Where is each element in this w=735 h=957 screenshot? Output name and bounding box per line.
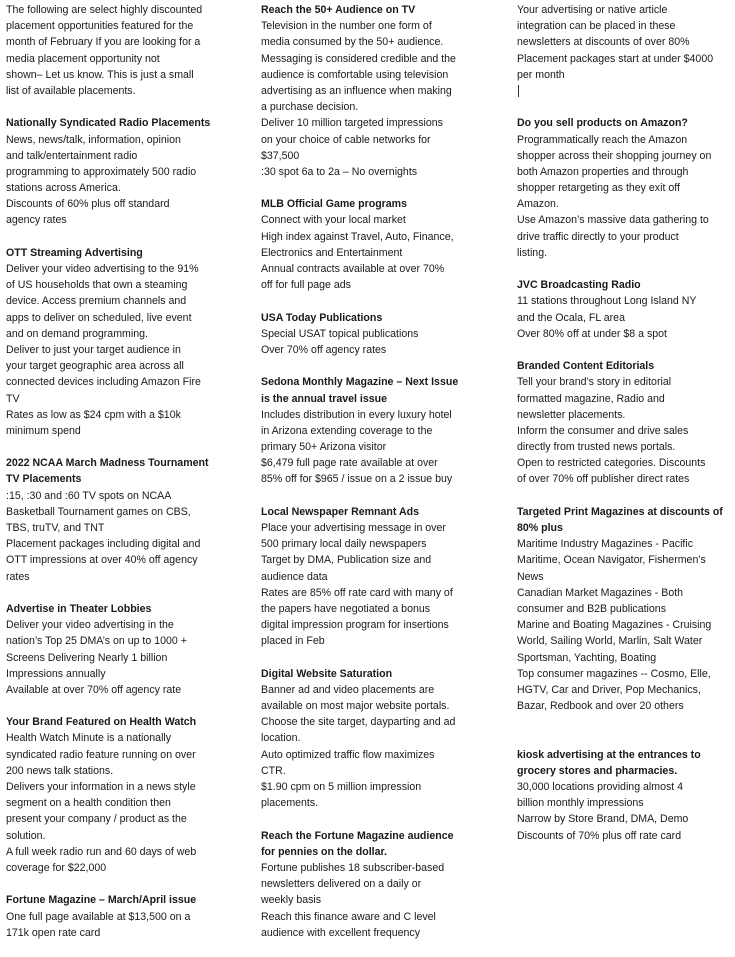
text-line: High index against Travel, Auto, Finance, xyxy=(261,230,454,243)
section-heading xyxy=(261,196,495,212)
heading-line: Reach the 50+ Audience on TV xyxy=(261,4,416,16)
text-line: 200 news talk stations. xyxy=(6,764,114,777)
section-heading xyxy=(517,115,731,131)
text-line: listing. xyxy=(517,246,548,259)
text-line: and talk/entertainment radio xyxy=(6,149,138,162)
text-line: device. Access premium channels and xyxy=(6,295,187,308)
text-line: of US households that own a steaming xyxy=(6,279,188,292)
text-line: your target geographic area across all xyxy=(6,360,184,373)
text-line: $37,500 xyxy=(261,149,300,162)
text-line: 500 primary local daily newspapers xyxy=(261,538,427,551)
text-line: of over 70% off publisher direct rates xyxy=(517,473,690,486)
text-line: Inform the consumer and drive sales xyxy=(517,424,689,437)
section-heading xyxy=(261,310,495,326)
section-paragraph xyxy=(6,261,238,439)
section-paragraph xyxy=(517,132,731,262)
text-line: Includes distribution in every luxury hotel xyxy=(261,408,452,421)
section-heading xyxy=(517,277,731,293)
section-paragraph xyxy=(6,2,238,99)
text-line: Delivers your information in a news style xyxy=(6,781,196,793)
section-paragraph xyxy=(261,860,495,941)
section-paragraph xyxy=(517,293,731,342)
text-line: Messaging is considered credible and the xyxy=(261,52,456,65)
heading-line: Targeted Print Magazines at discounts of xyxy=(517,505,723,518)
text-line: minimum spend xyxy=(6,424,81,437)
heading-line: Sedona Monthly Magazine – Next Issue xyxy=(261,376,459,389)
heading-line: JVC Broadcasting Radio xyxy=(517,279,641,292)
text-line: Programmatically reach the Amazon xyxy=(517,133,688,146)
text-line: Deliver your video advertising in the xyxy=(6,619,174,632)
text-line: Narrow by Store Brand, DMA, Demo xyxy=(517,813,689,826)
text-line: News, news/talk, information, opinion xyxy=(6,133,181,146)
heading-line: for pennies on the dollar. xyxy=(261,845,387,858)
text-line: month of February If you are looking for a xyxy=(6,36,201,49)
text-line: Electronics and Entertainment xyxy=(261,246,403,259)
text-line: Maritime Industry Magazines - Pacific xyxy=(517,538,694,551)
section-heading xyxy=(261,2,495,18)
heading-line: Local Newspaper Remnant Ads xyxy=(261,505,419,518)
heading-line: grocery stores and pharmacies. xyxy=(517,764,678,777)
text-line: audience data xyxy=(261,570,328,583)
text-line: CTR. xyxy=(261,764,286,777)
text-line: Fortune publishes 18 subscriber-based xyxy=(261,861,445,874)
heading-line: Reach the Fortune Magazine audience xyxy=(261,829,454,842)
paragraph-spacer xyxy=(261,488,495,504)
text-line: and the Ocala, FL area xyxy=(517,311,625,324)
section-heading xyxy=(6,601,238,617)
heading-line: Your Brand Featured on Health Watch xyxy=(6,716,197,729)
text-line: Placement packages start at under $4000 xyxy=(517,52,714,65)
text-line: media consumed by the 50+ audience. xyxy=(261,36,444,49)
text-line: primary 50+ Arizona visitor xyxy=(261,441,387,454)
text-line: 30,000 locations providing almost 4 xyxy=(517,781,684,793)
section-heading xyxy=(517,504,731,536)
text-line: apps to deliver on scheduled, live event xyxy=(6,311,192,324)
text-line: the papers have negotiated a bonus xyxy=(261,602,431,615)
section-paragraph xyxy=(6,488,238,585)
text-line: present your company / product as the xyxy=(6,813,187,826)
heading-line: Branded Content Editorials xyxy=(517,360,655,373)
text-line: off for full page ads xyxy=(261,279,351,292)
text-line: programming to approximately 500 radio xyxy=(6,165,197,178)
text-line: drive traffic directly to your product xyxy=(517,230,679,243)
heading-line: Do you sell products on Amazon? xyxy=(517,117,688,130)
text-line: stations across America. xyxy=(6,182,121,195)
paragraph-spacer xyxy=(517,261,731,277)
text-line: coverage for $22,000 xyxy=(6,861,107,874)
text-line: One full page available at $13,500 on a xyxy=(6,910,191,923)
text-line: newsletters delivered on a daily or xyxy=(261,878,422,891)
text-line: Open to restricted categories. Discounts xyxy=(517,457,706,470)
text-line: media placement opportunity not xyxy=(6,52,160,65)
text-line: Marine and Boating Magazines - Cruising xyxy=(517,619,712,632)
heading-line: is the annual travel issue xyxy=(261,392,387,405)
section-heading xyxy=(6,892,238,908)
text-line: $1.90 cpm on 5 million impression xyxy=(261,781,422,793)
text-line: Place your advertising message in over xyxy=(261,522,446,534)
text-line: Annual contracts available at over 70% xyxy=(261,263,445,275)
text-line: digital impression program for insertions xyxy=(261,619,449,632)
text-line: Rates as low as $24 cpm with a $10k xyxy=(6,408,181,421)
text-line: both Amazon properties and through xyxy=(517,165,689,178)
text-line: solution. xyxy=(6,829,46,842)
text-line: News xyxy=(517,570,544,583)
text-line: :15, :30 and :60 TV spots on NCAA xyxy=(6,489,172,502)
text-line: Television in the number one form of xyxy=(261,20,432,33)
text-line: rates xyxy=(6,570,30,583)
paragraph-spacer xyxy=(6,229,238,245)
section-heading xyxy=(517,358,731,374)
paragraph-spacer xyxy=(6,439,238,455)
text-line: World, Sailing World, Marlin, Salt Water xyxy=(517,635,703,648)
section-heading xyxy=(6,115,238,131)
text-line: HGTV, Car and Driver, Pop Mechanics, xyxy=(517,683,701,696)
text-line: newsletters at discounts of over 80% xyxy=(517,36,690,49)
section-heading xyxy=(261,828,495,860)
text-line: connected devices including Amazon Fire xyxy=(6,376,201,389)
section-heading xyxy=(261,374,495,406)
section-paragraph xyxy=(261,212,495,293)
paragraph-spacer xyxy=(261,180,495,196)
paragraph-spacer xyxy=(261,358,495,374)
section-paragraph xyxy=(517,374,731,487)
text-line: TV xyxy=(6,392,20,405)
text-line: 171k open rate card xyxy=(6,926,101,939)
section-heading xyxy=(261,504,495,520)
caret-icon xyxy=(518,85,519,97)
heading-line: 2022 NCAA March Madness Tournament xyxy=(6,457,209,470)
section-paragraph xyxy=(517,2,731,83)
text-line: audience with excellent frequency xyxy=(261,926,421,939)
text-line: Bazar, Redbook and over 20 others xyxy=(517,700,684,713)
text-line: shown– Let us know. This is just a small xyxy=(6,68,194,81)
text-line: placed in Feb xyxy=(261,635,325,648)
heading-line: Nationally Syndicated Radio Placements xyxy=(6,117,211,130)
text-line: on your choice of cable networks for xyxy=(261,133,431,146)
paragraph-spacer xyxy=(517,342,731,358)
section-paragraph xyxy=(517,536,731,714)
text-line: shopper across their shopping journey on xyxy=(517,149,712,162)
text-line: list of available placements. xyxy=(6,84,136,97)
text-line: Banner ad and video placements are xyxy=(261,683,435,696)
section-paragraph xyxy=(261,520,495,650)
text-line: 11 stations throughout Long Island NY xyxy=(517,295,697,308)
text-line: formatted magazine, Radio and xyxy=(517,392,665,405)
text-line: TBS, truTV, and TNT xyxy=(6,522,105,534)
text-line: in Arizona extending coverage to the xyxy=(261,424,433,437)
text-line: Rates are 85% off rate card with many of xyxy=(261,586,453,599)
text-line: 85% off for $965 / issue on a 2 issue buy xyxy=(261,473,453,486)
text-line: directly from trusted news portals. xyxy=(517,441,676,454)
section-paragraph xyxy=(6,617,238,698)
section-heading xyxy=(6,714,238,730)
section-paragraph xyxy=(261,326,495,358)
text-line: consumer and B2B publications xyxy=(517,602,666,615)
text-cursor[interactable] xyxy=(517,83,731,99)
text-line: integration can be placed in these xyxy=(517,20,676,33)
text-line: Tell your brand’s story in editorial xyxy=(517,376,672,389)
paragraph-spacer xyxy=(517,730,731,746)
text-line: and on demand programming. xyxy=(6,327,148,340)
heading-line: MLB Official Game programs xyxy=(261,198,407,211)
section-heading xyxy=(6,455,238,487)
text-line: Discounts of 60% plus off standard xyxy=(6,198,170,211)
text-line: Use Amazon’s massive data gathering to xyxy=(517,214,709,227)
section-paragraph xyxy=(6,909,238,941)
text-line: Placement packages including digital and xyxy=(6,538,201,551)
paragraph-spacer xyxy=(261,811,495,827)
section-paragraph xyxy=(261,682,495,812)
section-paragraph xyxy=(261,18,495,180)
paragraph-spacer xyxy=(517,714,731,730)
text-line: Over 80% off at under $8 a spot xyxy=(517,327,667,340)
paragraph-spacer xyxy=(6,585,238,601)
section-heading xyxy=(261,666,495,682)
heading-line: 80% plus xyxy=(517,522,563,534)
column-middle xyxy=(261,2,495,941)
text-line: Over 70% off agency rates xyxy=(261,343,387,356)
column-left xyxy=(6,2,238,941)
text-line: Health Watch Minute is a nationally xyxy=(6,732,172,745)
text-line: agency rates xyxy=(6,214,67,227)
text-line: Connect with your local market xyxy=(261,214,406,227)
heading-line: Digital Website Saturation xyxy=(261,667,393,680)
heading-line: kiosk advertising at the entrances to xyxy=(517,748,701,761)
text-line: available on most major website portals. xyxy=(261,700,450,713)
text-line: Sportsman, Yachting, Boating xyxy=(517,651,657,664)
text-line: Discounts of 70% plus off rate card xyxy=(517,829,682,842)
text-line: Reach this finance aware and C level xyxy=(261,910,436,923)
text-line: Impressions annually xyxy=(6,667,106,680)
text-line: :30 spot 6a to 2a – No overnights xyxy=(261,165,418,178)
text-line: A full week radio run and 60 days of web xyxy=(6,845,197,858)
text-line: The following are select highly discounted xyxy=(6,4,203,16)
heading-line: Advertise in Theater Lobbies xyxy=(6,602,152,615)
column-right xyxy=(517,2,731,844)
heading-line: Fortune Magazine – March/April issue xyxy=(6,894,197,907)
text-line: segment on a health condition then xyxy=(6,797,171,810)
text-line: Your advertising or native article xyxy=(517,4,668,16)
text-line: Basketball Tournament games on CBS, xyxy=(6,505,191,518)
text-line: Auto optimized traffic flow maximizes xyxy=(261,748,435,761)
text-line: weekly basis xyxy=(261,894,322,907)
text-line: $6,479 full page rate available at over xyxy=(261,457,438,470)
text-line: per month xyxy=(517,68,565,81)
text-line: Maritime, Ocean Navigator, Fishermen’s xyxy=(517,554,706,567)
text-line: newsletter placements. xyxy=(517,408,626,421)
text-line: shopper retargeting as they exit off xyxy=(517,182,680,195)
text-line: syndicated radio feature running on over xyxy=(6,748,196,761)
paragraph-spacer xyxy=(6,876,238,892)
section-paragraph xyxy=(6,132,238,229)
paragraph-spacer xyxy=(6,698,238,714)
text-line: Available at over 70% off agency rate xyxy=(6,683,182,696)
text-line: placements. xyxy=(261,797,319,810)
text-line: OTT impressions at over 40% off agency xyxy=(6,554,198,567)
section-heading xyxy=(517,747,731,779)
section-paragraph xyxy=(6,730,238,876)
paragraph-spacer xyxy=(6,99,238,115)
text-line: Target by DMA, Publication size and xyxy=(261,554,432,567)
text-line: advertising as an influence when making xyxy=(261,84,452,97)
text-line: Choose the site target, dayparting and ad xyxy=(261,716,456,729)
text-line: Deliver 10 million targeted impressions xyxy=(261,117,443,130)
text-line: location. xyxy=(261,732,301,745)
paragraph-spacer xyxy=(261,293,495,309)
paragraph-spacer xyxy=(517,99,731,115)
text-line: a purchase decision. xyxy=(261,101,359,114)
text-line: Amazon. xyxy=(517,198,559,211)
heading-line: TV Placements xyxy=(6,473,82,486)
paragraph-spacer xyxy=(517,488,731,504)
text-line: audience is comfortable using television xyxy=(261,68,449,81)
text-line: Deliver to just your target audience in xyxy=(6,343,181,356)
section-heading xyxy=(6,245,238,261)
section-paragraph xyxy=(261,407,495,488)
text-line: Screens Delivering Nearly 1 billion xyxy=(6,651,168,664)
text-line: Special USAT topical publications xyxy=(261,327,419,340)
heading-line: OTT Streaming Advertising xyxy=(6,246,143,259)
text-line: placement opportunities featured for the xyxy=(6,20,194,33)
paragraph-spacer xyxy=(261,650,495,666)
text-line: Top consumer magazines -- Cosmo, Elle, xyxy=(517,667,711,680)
text-line: nation’s Top 25 DMA’s on up to 1000 + xyxy=(6,635,187,648)
heading-line: USA Today Publications xyxy=(261,311,383,324)
text-line: billion monthly impressions xyxy=(517,797,644,810)
text-line: Canadian Market Magazines - Both xyxy=(517,586,684,599)
section-paragraph xyxy=(517,779,731,844)
text-line: Deliver your video advertising to the 91% xyxy=(6,263,199,275)
